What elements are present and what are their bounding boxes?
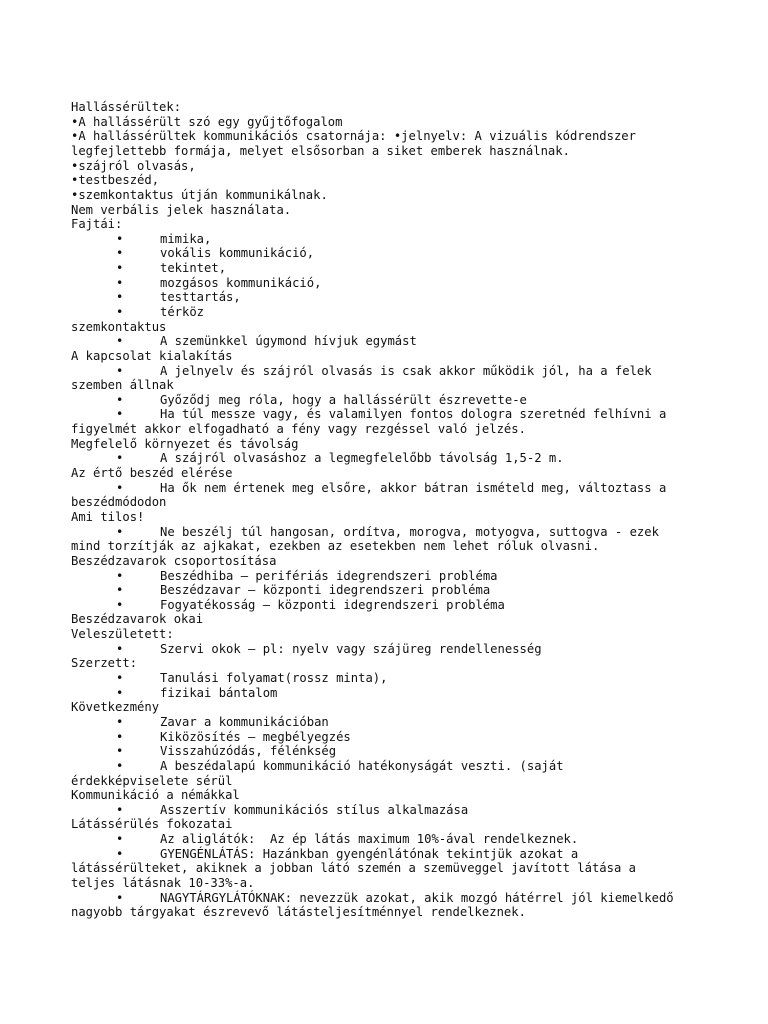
bullet-continuation: mind torzítják az ajkakat, ezekben az esetekben nem lehet róluk olvasni.: [71, 539, 600, 554]
bullet-continuation: látássérülteket, akiknek a jobban látó szemén a szemüveggel javított látása a: [71, 861, 636, 876]
bullet-text: Ne beszélj túl hangosan, ordítva, morogva, motyogva, suttogva - ezek: [160, 524, 659, 539]
bullet-text: A szájról olvasáshoz a legmegfelelőbb távolság 1,5-2 m.: [160, 451, 564, 466]
bullet-item: [71, 598, 711, 613]
bullet-glyph: •: [116, 744, 124, 759]
bullet-item: [71, 730, 711, 745]
bullet-item: [71, 759, 711, 774]
bullet-item: [71, 232, 711, 247]
bullet-text: Szervi okok – pl: nyelv vagy szájüreg rendellenesség: [160, 641, 542, 656]
bullet-continuation: teljes látásnak 10-33%-a.: [71, 875, 255, 890]
bullet-item: [71, 364, 711, 379]
bullet-text: A jelnyelv és szájról olvasás is csak akkor működik jól, ha a felek: [160, 363, 652, 378]
bullet-glyph: •: [116, 568, 124, 583]
bullet-glyph: •: [116, 275, 124, 290]
bullet-item: [71, 276, 711, 291]
bullet-item: [71, 525, 711, 540]
bullet-item: [71, 744, 711, 759]
bullet-item: [71, 334, 711, 349]
bullet-item: [71, 642, 711, 657]
text-line: •szájról olvasás,: [71, 158, 196, 173]
text-line: Beszédzavarok okai: [71, 612, 204, 627]
bullet-text: Ha túl messze vagy, és valamilyen fontos dologra szeretnéd felhívni a: [160, 407, 667, 422]
bullet-glyph: •: [116, 524, 124, 539]
bullet-glyph: •: [116, 758, 124, 773]
bullet-item: [71, 832, 711, 847]
text-line: szemkontaktus: [71, 319, 167, 334]
bullet-glyph: •: [116, 231, 124, 246]
bullet-item: [71, 290, 711, 305]
bullet-item: [71, 847, 711, 862]
bullet-continuation: nagyobb tárgyakat észrevevő látásteljesítménnyel rendelkeznek.: [71, 905, 526, 920]
text-line: Következmény: [71, 700, 160, 715]
text-line: •A hallássérült szó egy gyűjtőfogalom: [71, 114, 343, 129]
bullet-glyph: •: [116, 334, 124, 349]
bullet-glyph: •: [116, 261, 124, 276]
bullet-text: NAGYTÁRGYLÁTÓKNAK: nevezzük azokat, akik mozgó hátérrel jól kiemelkedő: [160, 890, 674, 905]
bullet-glyph: •: [116, 832, 124, 847]
bullet-continuation: érdekképviselete sérül: [71, 773, 233, 788]
bullet-item: [71, 671, 711, 686]
bullet-text: Zavar a kommunikációban: [160, 714, 329, 729]
bullet-glyph: •: [116, 451, 124, 466]
bullet-item: [71, 583, 711, 598]
text-line: Veleszületett:: [71, 627, 174, 642]
bullet-continuation: szemben állnak: [71, 378, 174, 393]
bullet-glyph: •: [116, 363, 124, 378]
bullet-text: Kiközösítés – megbélyegzés: [160, 729, 351, 744]
bullet-item: [71, 393, 711, 408]
bullet-text: testtartás,: [160, 290, 241, 305]
text-line: Megfelelő környezet és távolság: [71, 436, 299, 451]
text-line: Kommunikáció a némákkal: [71, 788, 240, 803]
text-line: Látássérülés fokozatai: [71, 817, 233, 832]
bullet-glyph: •: [116, 890, 124, 905]
bullet-text: A szemünkkel úgymond hívjuk egymást: [160, 334, 417, 349]
bullet-glyph: •: [116, 392, 124, 407]
bullet-item: [71, 715, 711, 730]
bullet-text: Visszahúzódás, félénkség: [160, 744, 337, 759]
bullet-text: Fogyatékosság – központi idegrendszeri probléma: [160, 597, 505, 612]
text-line: Fajtái:: [71, 217, 123, 232]
bullet-continuation: figyelmét akkor elfogadható a fény vagy rezgéssel való jelzés.: [71, 422, 526, 437]
text-line: Hallássérültek:: [71, 100, 182, 114]
bullet-continuation: beszédmódodon: [71, 495, 167, 510]
bullet-glyph: •: [116, 597, 124, 612]
text-line: •szemkontaktus útján kommunikálnak.: [71, 187, 328, 202]
bullet-text: Az aliglátók: Az ép látás maximum 10%-ával rendelkeznek.: [160, 832, 579, 847]
bullet-text: fizikai bántalom: [160, 685, 278, 700]
bullet-text: Beszédzavar – központi idegrendszeri probléma: [160, 583, 491, 598]
bullet-glyph: •: [116, 305, 124, 319]
bullet-text: Beszédhiba – perifériás idegrendszeri probléma: [160, 568, 498, 583]
bullet-item: [71, 891, 711, 906]
bullet-glyph: •: [116, 802, 124, 817]
bullet-glyph: •: [116, 671, 124, 686]
text-line: Szerzett:: [71, 656, 138, 671]
document-body: [71, 100, 711, 920]
bullet-item: [71, 305, 711, 320]
bullet-text: GYENGÉNLÁTÁS: Hazánkban gyengénlátónak tekintjük azokat a: [160, 846, 579, 861]
bullet-text: térköz: [160, 305, 205, 319]
bullet-glyph: •: [116, 407, 124, 422]
bullet-item: [71, 803, 711, 818]
bullet-text: Ha ők nem értenek meg elsőre, akkor bátran ismételd meg, változtass a: [160, 480, 667, 495]
bullet-text: vokális kommunikáció,: [160, 246, 315, 261]
bullet-glyph: •: [116, 714, 124, 729]
bullet-text: mozgásos kommunikáció,: [160, 275, 322, 290]
bullet-text: Tanulási folyamat(rossz minta),: [160, 671, 388, 686]
bullet-text: Győződj meg róla, hogy a hallássérült észrevette-e: [160, 392, 527, 407]
bullet-item: [71, 407, 711, 422]
bullet-item: [71, 481, 711, 496]
bullet-glyph: •: [116, 846, 124, 861]
text-line: •testbeszéd,: [71, 173, 160, 188]
bullet-glyph: •: [116, 480, 124, 495]
bullet-text: A beszédalapú kommunikáció hatékonyságát veszti. (saját: [160, 758, 564, 773]
bullet-item: [71, 451, 711, 466]
text-line: Beszédzavarok csoportosítása: [71, 553, 277, 568]
bullet-item: [71, 686, 711, 701]
bullet-text: tekintet,: [160, 261, 227, 276]
bullet-glyph: •: [116, 246, 124, 261]
text-line: A kapcsolat kialakítás: [71, 348, 233, 363]
paragraph-line: •A hallássérültek kommunikációs csatornája: •jelnyelv: A vizuális kódrendszer legfejlettebb formája, melyet elsősorban a siket emberek használnak.: [71, 129, 636, 158]
bullet-item: [71, 246, 711, 261]
bullet-text: Asszertív kommunikációs stílus alkalmazása: [160, 802, 469, 817]
bullet-glyph: •: [116, 641, 124, 656]
text-line: Nem verbális jelek használata.: [71, 202, 292, 217]
bullet-glyph: •: [116, 583, 124, 598]
text-line: Ami tilos!: [71, 509, 145, 524]
bullet-glyph: •: [116, 290, 124, 305]
bullet-glyph: •: [116, 729, 124, 744]
bullet-item: [71, 569, 711, 584]
bullet-glyph: •: [116, 685, 124, 700]
text-line: Az értő beszéd elérése: [71, 466, 233, 481]
bullet-text: mimika,: [160, 231, 212, 246]
bullet-item: [71, 261, 711, 276]
